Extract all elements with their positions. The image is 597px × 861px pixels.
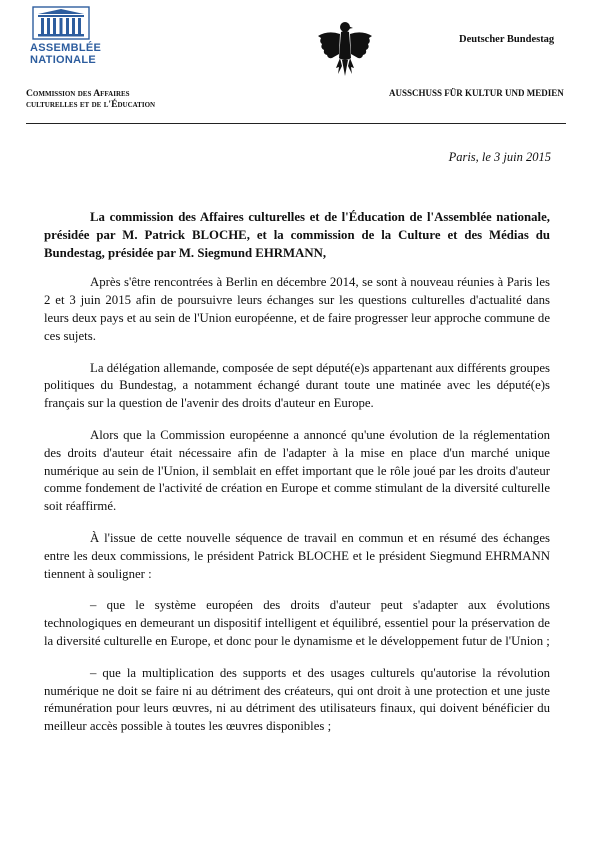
federal-eagle-icon [316, 18, 374, 80]
header-divider [26, 123, 566, 124]
dash-item-2: – que la multiplication des supports et des usages culturels qu'autorise la révolution numérique ne doit se faire ni au détriment des créateurs, qui ont droit à une protection et une juste rémunération pour leurs œuvres, ni au détriment des utilisateurs finaux, qui doivent bénéficier du meilleur accès possible à toutes les œuvres disponibles ; [44, 665, 550, 734]
paragraph-1: Après s'être rencontrées à Berlin en décembre 2014, se sont à nouveau réunies à Paris les 2 et 3 juin 2015 afin de poursuivre leurs échanges sur les questions culturelles d'actualité dans leurs deux pays et au sein de l'Union européenne, et de faire progresser leur approche commune de ces sujets. [44, 275, 550, 343]
assemblee-nationale-hemicycle-icon [32, 6, 90, 40]
commission-fr-line1: Commission des Affaires [26, 88, 130, 99]
assemblee-line2: NATIONALE [30, 54, 97, 66]
document-date: Paris, le 3 juin 2015 [448, 150, 551, 164]
paragraph-3: Alors que la Commission européenne a annoncé qu'une évolution de la réglementation des droits d'auteur était nécessaire afin de l'adapter à la mise en place d'un marché unique numérique au sein de l'Union, il semblait en effet important que le rôle joué par les droits d'auteur comme fondement de l'activité de création en Europe et comme stimulant de la diversité culturelle soit réaffirmé. [44, 427, 550, 514]
document-body [44, 209, 550, 750]
assemblee-line1: ASSEMBLÉE [30, 42, 102, 54]
commission-fr-line2: culturelles et de l'Éducation [26, 99, 156, 110]
commission-de: AUSSCHUSS FÜR KULTUR UND MEDIEN [389, 88, 564, 98]
assemblee-nationale-logo [30, 6, 102, 66]
paragraph-2: La délégation allemande, composée de sept député(e)s appartenant aux différents groupes politiques du Bundestag, a notamment échangé durant toute une matinée avec les député(e)s français sur la question de l'avenir des droits d'auteur en Europe. [44, 360, 550, 411]
dash-item-1: – que le système européen des droits d'auteur peut s'adapter aux évolutions technologiques en demeurant un dispositif intelligent et équilibré, essentiel pour la préservation de la diversité culturelle en Europe, et donc pour le dynamisme et le développement futur de l'Union ; [44, 598, 550, 648]
paragraph-4: À l'issue de cette nouvelle séquence de travail en commun et en résumé des échanges entre les deux commissions, le président Patrick BLOCHE et le président Siegmund EHRMANN tiennent à souligner : [44, 530, 550, 581]
intro-paragraph: La commission des Affaires culturelles et de l'Éducation de l'Assemblée nationale, présidée par M. Patrick BLOCHE, et la commission de la Culture et des Médias du Bundestag, présidée par M. Siegmund EHRMANN, [44, 210, 550, 260]
commission-fr [26, 88, 155, 110]
bundestag-title: Deutscher Bundestag [459, 34, 555, 45]
